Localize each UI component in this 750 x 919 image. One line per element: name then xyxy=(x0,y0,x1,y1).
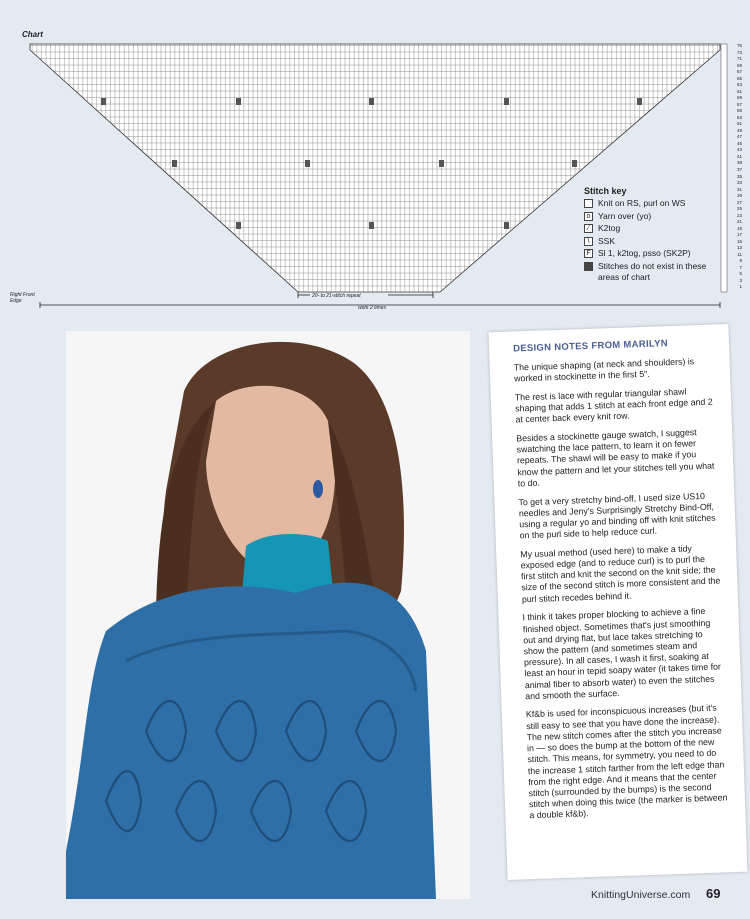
key-item-yo xyxy=(584,211,724,222)
key-item-ssk xyxy=(584,236,724,247)
row-number: 37 xyxy=(736,167,742,172)
k2tog-symbol-icon: ⁄ xyxy=(584,224,593,233)
key-label: Stitches do not exist in these areas of chart xyxy=(598,260,707,282)
row-number: 39 xyxy=(736,160,742,166)
row-number: 67 xyxy=(736,69,742,75)
key-label: SSK xyxy=(598,235,616,246)
row-number: 49 xyxy=(736,127,742,133)
row-number: 73 xyxy=(736,49,742,55)
row-numbers xyxy=(728,43,742,291)
row-number: 19 xyxy=(736,225,742,231)
row-number: 59 xyxy=(736,95,742,101)
row-number: 33 xyxy=(736,180,742,186)
row-number: 23 xyxy=(736,212,742,218)
note-paragraph: Besides a stockinette gauge swatch, I suggest swatching the lace pattern, to learn it on fewer repeats. The shawl will be easy to make if you know the pattern and let your stitches tell you what to do. xyxy=(516,427,715,489)
footer-site-url: KnittingUniverse.com xyxy=(591,889,691,901)
key-label: Sl 1, k2tog, psso (SK2P) xyxy=(598,248,691,258)
row-number: 3 xyxy=(739,277,742,283)
key-label: K2tog xyxy=(598,223,621,233)
row-number: 25 xyxy=(736,206,742,212)
note-paragraph: Kf&b is used for inconspicuous increases (but it's still easy to see that you have done the increase). The new stitch comes after the stitch you increase in — so does the bump at the bottom of the new stitch. This means, for symmetry, you need to do the increase 1 stitch farther from the left edge than from the right edge. And it means that the center stitch (surrounded by the bumps) is the second stitch when doing this twice (the marker is between a double kf&b). xyxy=(525,703,728,821)
stitch-key xyxy=(584,186,724,283)
key-label: Knit on RS, purl on WS xyxy=(598,198,686,208)
key-item-k2tog xyxy=(584,223,724,234)
row-number: 21 xyxy=(736,219,742,225)
row-number: 13 xyxy=(736,245,742,251)
sk2p-symbol-icon: F xyxy=(584,249,593,258)
row-number: 55 xyxy=(736,108,742,114)
note-paragraph: My usual method (used here) to make a tidy exposed edge (and to reduce curl) is to purl the first stitch and knit the second on the knit side; the size of the second stitch is more consistent and the purl stitch recedes behind it. xyxy=(520,543,721,605)
row-number: 63 xyxy=(736,82,742,88)
row-number: 27 xyxy=(736,199,742,205)
yarn-over-symbol-icon: o xyxy=(584,212,593,221)
page-number: 69 xyxy=(706,886,721,901)
key-item-sk2p xyxy=(584,248,724,259)
row-number: 53 xyxy=(736,114,742,120)
work-times-label: work 2 times xyxy=(358,305,387,311)
design-notes-title: DESIGN NOTES FROM MARILYN xyxy=(512,338,669,355)
row-number: 9 xyxy=(739,258,742,264)
stitch-key-title: Stitch key xyxy=(584,186,627,196)
knit-symbol-icon xyxy=(584,199,593,208)
row-number: 51 xyxy=(736,121,742,127)
row-number: 1 xyxy=(739,284,742,290)
row-number: 65 xyxy=(736,75,742,81)
design-notes-card xyxy=(489,324,748,880)
model-photo xyxy=(66,331,470,899)
note-paragraph: The unique shaping (at neck and shoulders) is worked in stockinette in the first 5". xyxy=(513,356,695,384)
row-number: 41 xyxy=(736,153,742,159)
repeat-label: 20- to 21-stitch repeat xyxy=(312,293,361,299)
key-label: Yarn over (yo) xyxy=(598,210,652,221)
chart-title: Chart xyxy=(22,30,43,39)
row-number: 76 xyxy=(736,43,742,48)
row-number: 61 xyxy=(736,88,742,94)
note-paragraph: To get a very stretchy bind-off, I used size US10 needles and Jeny's Surprisingly Stretchy Bind-Off, using a regular yo and binding off with knit stitches on the purl side to help reduce curl. xyxy=(518,490,716,541)
row-number: 11 xyxy=(737,251,742,257)
row-number: 7 xyxy=(739,264,742,270)
key-item-knit xyxy=(584,198,724,209)
row-number: 69 xyxy=(736,62,742,68)
row-number: 31 xyxy=(736,186,742,192)
right-front-edge-label: Right Front Edge xyxy=(10,292,35,304)
row-number: 29 xyxy=(736,193,742,199)
row-number: 57 xyxy=(736,101,742,107)
note-paragraph: The rest is lace with regular triangular shawl shaping that adds 1 stitch at each front edge and 2 at center back every knit row. xyxy=(514,386,713,425)
row-number: 43 xyxy=(736,147,742,153)
row-number: 35 xyxy=(736,173,742,179)
row-number: 5 xyxy=(739,271,742,277)
note-paragraph: I think it takes proper blocking to achieve a fine finished object. Sometimes that's just smoothing out and drying flat, but lace takes stretching to show the pattern (and sometimes steam and pressure). In all cases, I wash it first, soaking at least an hour in tepid soapy water (it takes time for animal fiber to absorb water) to even the stitches and smooth the surface. xyxy=(522,606,722,702)
key-item-no-stitch xyxy=(584,261,724,283)
row-number: 71 xyxy=(736,56,742,62)
row-number: 47 xyxy=(736,134,742,140)
row-number: 45 xyxy=(736,140,742,146)
no-stitch-symbol-icon: ■ xyxy=(584,262,593,271)
row-number: 15 xyxy=(736,238,742,244)
row-number: 17 xyxy=(736,232,742,238)
ssk-symbol-icon: \ xyxy=(584,237,593,246)
